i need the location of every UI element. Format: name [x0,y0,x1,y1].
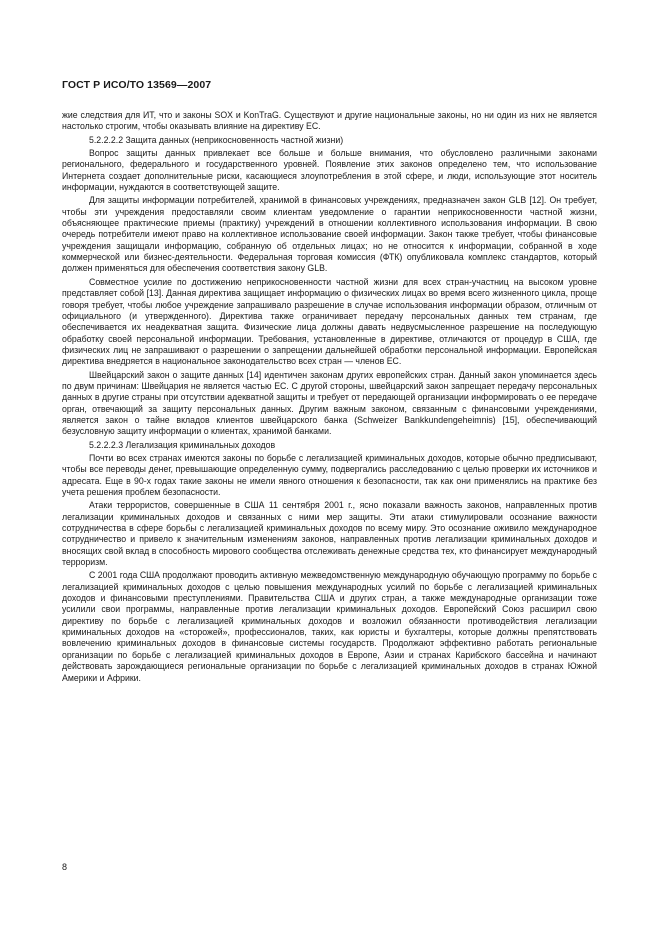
section-heading-data-protection: 5.2.2.2.2 Защита данных (неприкосновенность частной жизни) [89,134,344,145]
paragraph: Швейцарский закон о защите данных [14] идентичен законам других европейских стран. Данный закон упоминается здесь по двум причинам: Швейцария не является частью ЕС. С другой стороны, швейцарский закон запрещает передачу персональных данных в другие страны при отсутствии адекватной защиты и требует от передающей организации информировать о ее передаче орган, отвечающий за защиту персональных данных. Другим важным законом, связанным с финансовыми учреждениями, является закон о тайне вкладов клиентов швейцарского банка (Schweizer Bankkundengeheimnis) [15], обеспечивающий безусловную защиту информации о клиентах, хранимой банками. [62,369,597,437]
paragraph: Вопрос защиты данных привлекает все больше и больше внимания, что обусловлено различными законами регионального, федерального и государственного уровней. Появление этих законов определено тем, что использование Интернета создает дополнительные риски, касающиеся злоупотребления в этой сфере, и люди, использующие этот носитель информации, нуждаются в соответствующей защите. [62,148,597,193]
document-header: ГОСТ Р ИСО/ТО 13569—2007 [62,79,212,91]
paragraph-continuation: жие следствия для ИТ, что и законы SOX и KonTraG. Существуют и другие национальные законы, но ни один из них не является настолько строгим, чтобы оказывать влияние на директиву ЕС. [62,110,597,132]
paragraph: С 2001 года США продолжают проводить активную межведомственную международную обучающую программу по борьбе с легализацией криминальных доходов с целью повышения международных усилий по борьбе с легализацией криминальных доходов и финансовыми преступлениями. Правительства США и других стран, а также международные организации тоже усилили свои программы, направленные против легализации криминальных доходов. Европейский Союз расширил свою директиву по борьбе с легализацией криминальных доходов и возложил обязанности противодействия легализации криминальных доходов на «сторожей», профессионалов, таких, как юристы и бухгалтеры, которые должны препятствовать вовлечению криминальных доходов в финансовые системы государств. Продолжают эффективно работать региональные организации по борьбе с легализацией криминальных доходов в Европе, Азии и странах Карибского бассейна и начинают действовать зарождающиеся региональные организации по борьбе с легализацией криминальных доходов в странах Южной Америки и Африки. [62,570,597,683]
section-heading-money-laundering: 5.2.2.2.3 Легализация криминальных доходов [89,439,276,450]
paragraph: Почти во всех странах имеются законы по борьбе с легализацией криминальных доходов, которые обычно предписывают, чтобы все переводы денег, превышающие определенную сумму, подвергались расследованию с целью проверки их источников и адресата. Еще в 90-х годах такие законы не имели явного отношения к безопасности, так как они применялись на практике без учета решения проблем безопасности. [62,452,597,497]
paragraph: Атаки террористов, совершенные в США 11 сентября 2001 г., ясно показали важность законов, направленных против легализации криминальных доходов и связанных с ними мер защиты. Эти атаки стимулировали осознание важности сотрудничества в сфере борьбы с легализацией криминальных доходов по всему миру. Это осознание оживило международное сотрудничество и привело к значительным изменениям законов, направленных против легализации криминальных доходов и вносящих свой вклад в способность мирового сообщества отслеживать денежные средства тех, кто финансирует международный терроризм. [62,500,597,568]
document-body [62,110,597,686]
paragraph: Совместное усилие по достижению неприкосновенности частной жизни для всех стран-участниц на высоком уровне представляет собой [13]. Данная директива защищает информацию о физических лицах во время всего жизненного цикла, проще говоря требует, чтобы любое учреждение запрашивало разрешение в случае использования информации образом, отличным от официального (и утвержденного). Директива также ограничивает передачу персональных данных тем странам, где обеспечивается их неадекватная защита. Физические лица должны давать недвусмысленное разрешение на последующую обработку своей персональной информации. Требования, установленные в директиве, отличаются от процедур в США, где физических лиц не запрашивают о разрешении о запрещении дальнейшей обработки персональной информации. Европейская директива внедряется в национальное законодательство всех стран — членов ЕС. [62,276,597,367]
paragraph: Для защиты информации потребителей, хранимой в финансовых учреждениях, предназначен закон GLB [12]. Он требует, чтобы эти учреждения предоставляли своим клиентам уведомление о гарантии неприкосновенности частной жизни, объясняющее практические приемы (практику) учреждений в отношении коллективного использования информации. В свою очередь потребители имеют право на коллективное использование своей информации. Закон также требует, чтобы финансовые учреждения защищали информацию, собранную об отдельных лицах; но не относится к информации, собранной в ходе коммерческой или бизнес-деятельности. Федеральная торговая комиссия (ФТК) опубликовала комплекс стандартов, который должен применяться для обеспечения соответствия закону GLB. [62,195,597,274]
page-number: 8 [62,862,68,872]
